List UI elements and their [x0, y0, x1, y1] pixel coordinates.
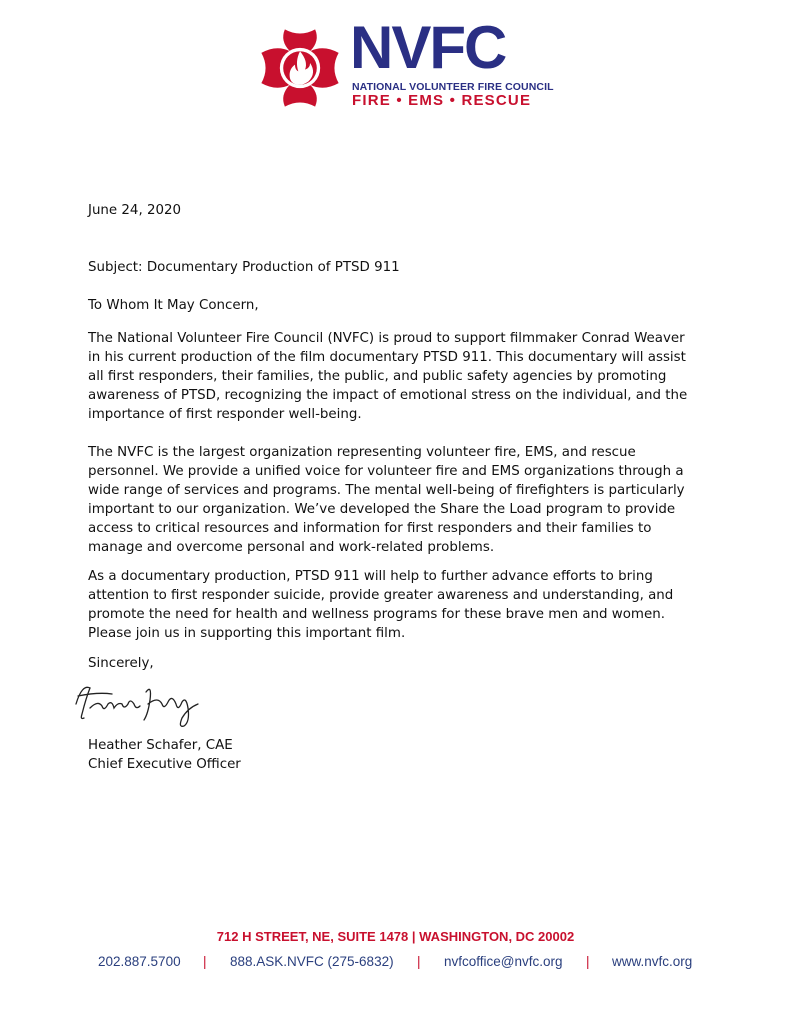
maltese-cross-flame-icon: [258, 26, 342, 110]
footer-contacts: [0, 954, 791, 974]
letter-date: June 24, 2020: [88, 203, 182, 218]
signer-name: Heather Schafer, CAE: [88, 738, 233, 753]
letter-paragraph-1: The National Volunteer Fire Council (NVFC) is proud to support filmmaker Conrad Weaver in his current production of the film documentary PTSD 911. This documentary will assist all first responders, their families, the public, and public safety agencies by promoting awareness of PTSD, recognizing the impact of emotional stress on the individual, and the importance of first responder well-being.: [88, 331, 688, 422]
signer-title: Chief Executive Officer: [88, 757, 241, 772]
nvfc-logo: [258, 14, 554, 110]
footer-website-link[interactable]: www.nvfc.org: [612, 954, 693, 969]
footer-address: 712 H STREET, NE, SUITE 1478 | WASHINGTON, DC 20002: [216, 929, 575, 944]
letter-subject: Subject: Documentary Production of PTSD 911: [88, 260, 400, 275]
footer-email-link[interactable]: nvfcoffice@nvfc.org: [444, 954, 563, 969]
letter-closing: Sincerely,: [88, 656, 154, 671]
letter-greeting: To Whom It May Concern,: [88, 298, 259, 313]
logo-wordmark: NVFC: [350, 14, 506, 81]
footer-separator: |: [586, 954, 590, 969]
logo-organization-name: NATIONAL VOLUNTEER FIRE COUNCIL: [352, 81, 554, 93]
footer-separator: |: [417, 954, 421, 969]
logo-tagline: FIRE • EMS • RESCUE: [352, 92, 532, 109]
footer-separator: |: [203, 954, 207, 969]
handwritten-signature: [68, 674, 218, 730]
footer-hotline[interactable]: 888.ASK.NVFC (275-6832): [230, 954, 394, 969]
letter-paragraph-3: As a documentary production, PTSD 911 will help to further advance efforts to bring attention to first responder suicide, provide greater awareness and understanding, and promote the need for health and wellness programs for these brave men and women. Please join us in supporting this important film.: [88, 569, 674, 641]
footer-phone[interactable]: 202.887.5700: [98, 954, 181, 969]
letter-paragraph-2: The NVFC is the largest organization representing volunteer fire, EMS, and rescue personnel. We provide a unified voice for volunteer fire and EMS organizations through a wide range of services and programs. The mental well-being of firefighters is particularly important to our organization. We’ve developed the Share the Load program to provide access to critical resources and information for first responders and their families to manage and overcome personal and work-related problems.: [88, 445, 685, 555]
